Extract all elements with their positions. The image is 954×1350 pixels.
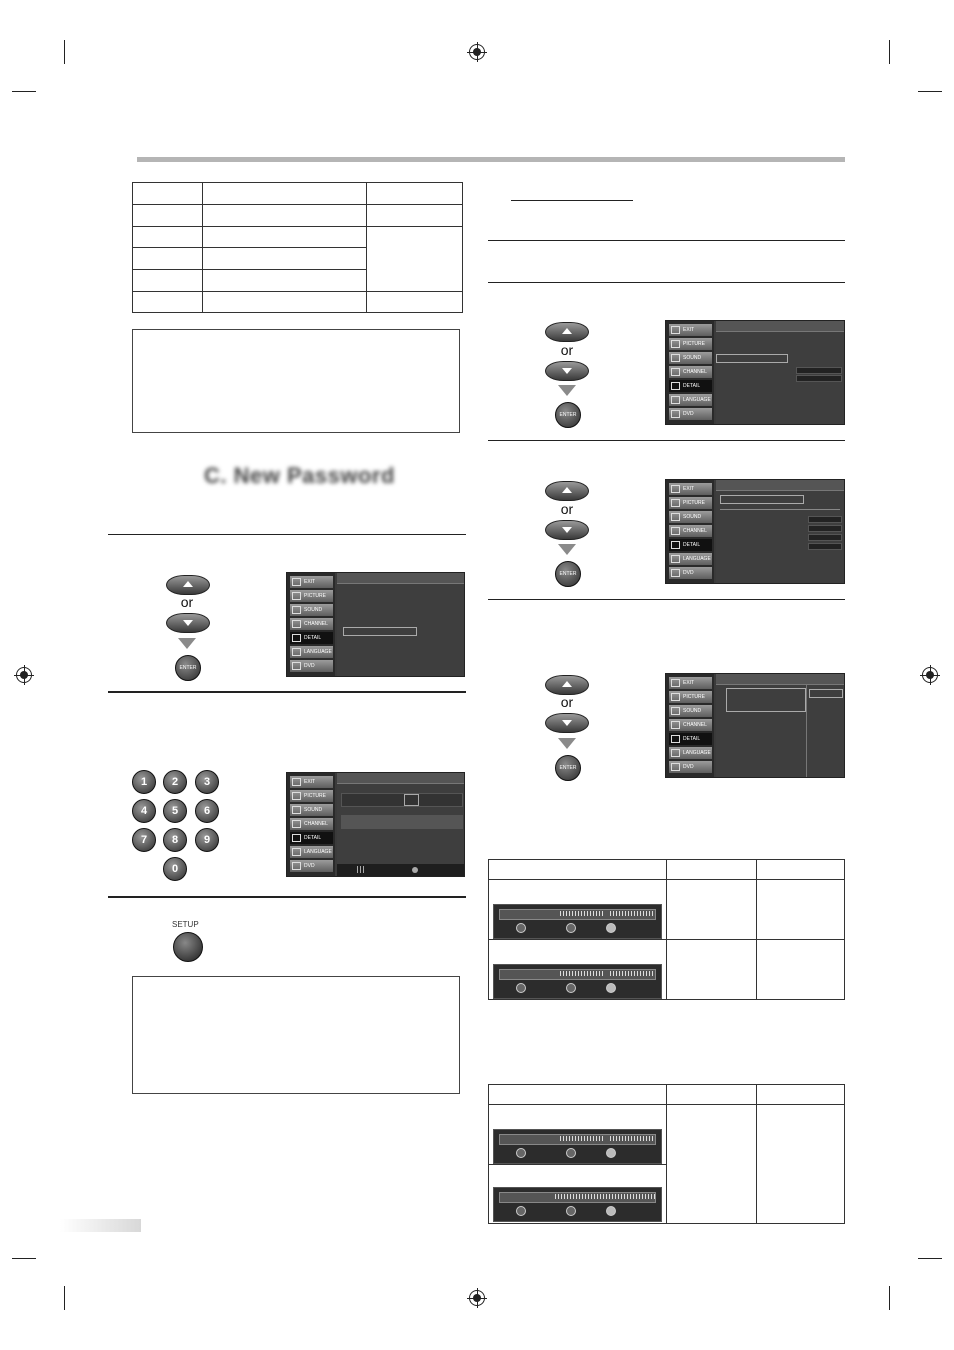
exit-icon: [671, 485, 680, 493]
menu-item-dvd: DVD: [290, 660, 333, 672]
step-divider: [488, 440, 845, 441]
menu-item-detail: DETAIL: [669, 733, 712, 745]
keypad-icon: [357, 866, 364, 873]
step-divider: [488, 282, 845, 283]
digit-8-button: 8: [163, 828, 187, 852]
menu-item-sound: SOUND: [669, 705, 712, 717]
menu-item-detail: DETAIL: [290, 632, 333, 644]
menu-item-language: LANGUAGE: [669, 747, 712, 759]
divider: [720, 509, 840, 510]
page-number-tab: [60, 1219, 141, 1232]
up-arrow-button: [545, 675, 589, 695]
value-chip: [796, 367, 842, 374]
signal-table: [488, 859, 845, 1000]
menu-item-detail: DETAIL: [669, 539, 712, 551]
crop-mark: [918, 91, 942, 92]
digit-1-button: 1: [132, 770, 156, 794]
exit-icon: [671, 326, 680, 334]
menu-item-sound: SOUND: [669, 511, 712, 523]
language-icon: [292, 848, 301, 856]
tv-menu-screen: [665, 320, 845, 425]
down-arrow-button: [545, 713, 589, 733]
value-chip: [808, 534, 842, 541]
column-divider: [806, 684, 807, 777]
down-arrow-icon: [562, 368, 572, 374]
or-label: or: [560, 342, 574, 358]
cursor-box: [404, 794, 419, 806]
dvd-icon: [671, 569, 680, 577]
menu-item-sound: SOUND: [290, 804, 333, 816]
down-arrow-button: [166, 613, 210, 633]
menu-item-channel: CHANNEL: [669, 525, 712, 537]
crop-mark: [64, 1286, 65, 1310]
sound-icon: [292, 806, 301, 814]
header-bar: [137, 157, 845, 162]
crop-mark: [918, 1258, 942, 1259]
sound-icon: [671, 707, 680, 715]
setup-label: SETUP: [172, 920, 199, 929]
value-chip: [796, 375, 842, 382]
menu-item-dvd: DVD: [669, 408, 712, 420]
crop-mark: [12, 91, 36, 92]
digit-4-button: 4: [132, 799, 156, 823]
signal-meter: [493, 1187, 662, 1222]
menu-item-channel: CHANNEL: [290, 618, 333, 630]
crop-mark: [64, 40, 65, 64]
menu-item-detail: DETAIL: [669, 380, 712, 392]
menu-item-language: LANGUAGE: [669, 394, 712, 406]
crop-mark: [889, 1286, 890, 1310]
menu-item-picture: PICTURE: [669, 691, 712, 703]
up-arrow-icon: [562, 487, 572, 493]
picture-icon: [292, 792, 301, 800]
picture-icon: [671, 340, 680, 348]
digit-5-button: 5: [163, 799, 187, 823]
exit-icon: [292, 778, 301, 786]
digit-9-button: 9: [195, 828, 219, 852]
password-confirm-field: [341, 815, 463, 829]
enter-button: ENTER: [555, 402, 581, 428]
enter-button: ENTER: [555, 561, 581, 587]
dot-icon: [412, 867, 418, 873]
channel-icon: [671, 721, 680, 729]
setup-button: [173, 932, 203, 962]
flow-arrow-icon: [558, 385, 576, 396]
menu-item-picture: PICTURE: [290, 790, 333, 802]
digit-2-button: 2: [163, 770, 187, 794]
down-arrow-button: [545, 520, 589, 540]
note-box: [132, 976, 460, 1094]
detail-icon: [671, 382, 680, 390]
exit-icon: [671, 679, 680, 687]
value-chip: [808, 525, 842, 532]
up-arrow-button: [545, 322, 589, 342]
dvd-icon: [292, 662, 301, 670]
language-icon: [671, 396, 680, 404]
step-divider: [108, 691, 466, 693]
menu-item-dvd: DVD: [669, 761, 712, 773]
menu-item-language: LANGUAGE: [669, 553, 712, 565]
detail-icon: [292, 634, 301, 642]
note-box: [132, 329, 460, 433]
highlight-box: [809, 689, 843, 698]
highlight-box: [720, 495, 804, 504]
crop-mark: [12, 1258, 36, 1259]
detail-icon: [671, 541, 680, 549]
or-label: or: [180, 594, 194, 610]
menu-item-dvd: DVD: [290, 860, 333, 872]
value-chip: [808, 543, 842, 550]
menu-item-picture: PICTURE: [669, 338, 712, 350]
language-icon: [292, 648, 301, 656]
rating-table: [132, 182, 463, 313]
signal-meter: [493, 964, 662, 999]
down-arrow-icon: [562, 527, 572, 533]
menu-item-sound: SOUND: [290, 604, 333, 616]
up-arrow-icon: [562, 328, 572, 334]
menu-item-channel: CHANNEL: [669, 366, 712, 378]
option-list-box: [726, 688, 806, 712]
section-title: C. New Password: [204, 463, 395, 488]
menu-item-exit: EXIT: [290, 776, 333, 788]
registration-mark-icon: [469, 1290, 485, 1306]
menu-item-exit: EXIT: [290, 576, 333, 588]
highlight-box: [343, 627, 417, 636]
menu-item-channel: CHANNEL: [669, 719, 712, 731]
up-arrow-icon: [183, 581, 193, 587]
step-divider: [488, 240, 845, 241]
up-arrow-icon: [562, 681, 572, 687]
heading-underline: [511, 200, 633, 201]
channel-icon: [671, 368, 680, 376]
picture-icon: [671, 499, 680, 507]
digit-6-button: 6: [195, 799, 219, 823]
step-divider: [488, 599, 845, 600]
picture-icon: [671, 693, 680, 701]
crop-mark: [889, 40, 890, 64]
language-icon: [671, 555, 680, 563]
flow-arrow-icon: [178, 638, 196, 649]
sound-icon: [292, 606, 301, 614]
menu-item-detail: DETAIL: [290, 832, 333, 844]
channel-icon: [292, 620, 301, 628]
flow-arrow-icon: [558, 738, 576, 749]
tv-menu-screen: [665, 479, 845, 584]
down-arrow-icon: [562, 720, 572, 726]
picture-icon: [292, 592, 301, 600]
menu-item-picture: PICTURE: [669, 497, 712, 509]
dvd-icon: [671, 410, 680, 418]
tv-menu-screen: [665, 673, 845, 778]
language-icon: [671, 749, 680, 757]
sound-icon: [671, 513, 680, 521]
channel-icon: [292, 820, 301, 828]
dvd-icon: [292, 862, 301, 870]
up-arrow-button: [545, 481, 589, 501]
signal-table: [488, 1084, 845, 1224]
menu-item-exit: EXIT: [669, 324, 712, 336]
menu-item-dvd: DVD: [669, 567, 712, 579]
dvd-icon: [671, 763, 680, 771]
password-field: [341, 793, 463, 807]
down-arrow-icon: [183, 620, 193, 626]
value-chip: [808, 516, 842, 523]
or-label: or: [560, 694, 574, 710]
menu-item-sound: SOUND: [669, 352, 712, 364]
digit-3-button: 3: [195, 770, 219, 794]
tv-menu-screen: [286, 572, 465, 677]
or-label: or: [560, 501, 574, 517]
step-divider: [108, 534, 466, 535]
menu-item-language: LANGUAGE: [290, 846, 333, 858]
highlight-box: [716, 354, 788, 363]
digit-7-button: 7: [132, 828, 156, 852]
menu-item-exit: EXIT: [669, 483, 712, 495]
up-arrow-button: [166, 575, 210, 595]
exit-icon: [292, 578, 301, 586]
detail-icon: [671, 735, 680, 743]
step-divider: [108, 896, 466, 898]
registration-mark-icon: [16, 667, 32, 683]
detail-icon: [292, 834, 301, 842]
menu-item-channel: CHANNEL: [290, 818, 333, 830]
registration-mark-icon: [469, 44, 485, 60]
menu-item-exit: EXIT: [669, 677, 712, 689]
down-arrow-button: [545, 361, 589, 381]
menu-item-picture: PICTURE: [290, 590, 333, 602]
flow-arrow-icon: [558, 544, 576, 555]
menu-item-language: LANGUAGE: [290, 646, 333, 658]
sound-icon: [671, 354, 680, 362]
channel-icon: [671, 527, 680, 535]
signal-meter: [493, 904, 662, 939]
registration-mark-icon: [922, 667, 938, 683]
enter-button: ENTER: [555, 755, 581, 781]
enter-button: ENTER: [175, 655, 201, 681]
tv-menu-screen: [286, 772, 465, 877]
digit-0-button: 0: [163, 857, 187, 881]
signal-meter: [493, 1129, 662, 1164]
